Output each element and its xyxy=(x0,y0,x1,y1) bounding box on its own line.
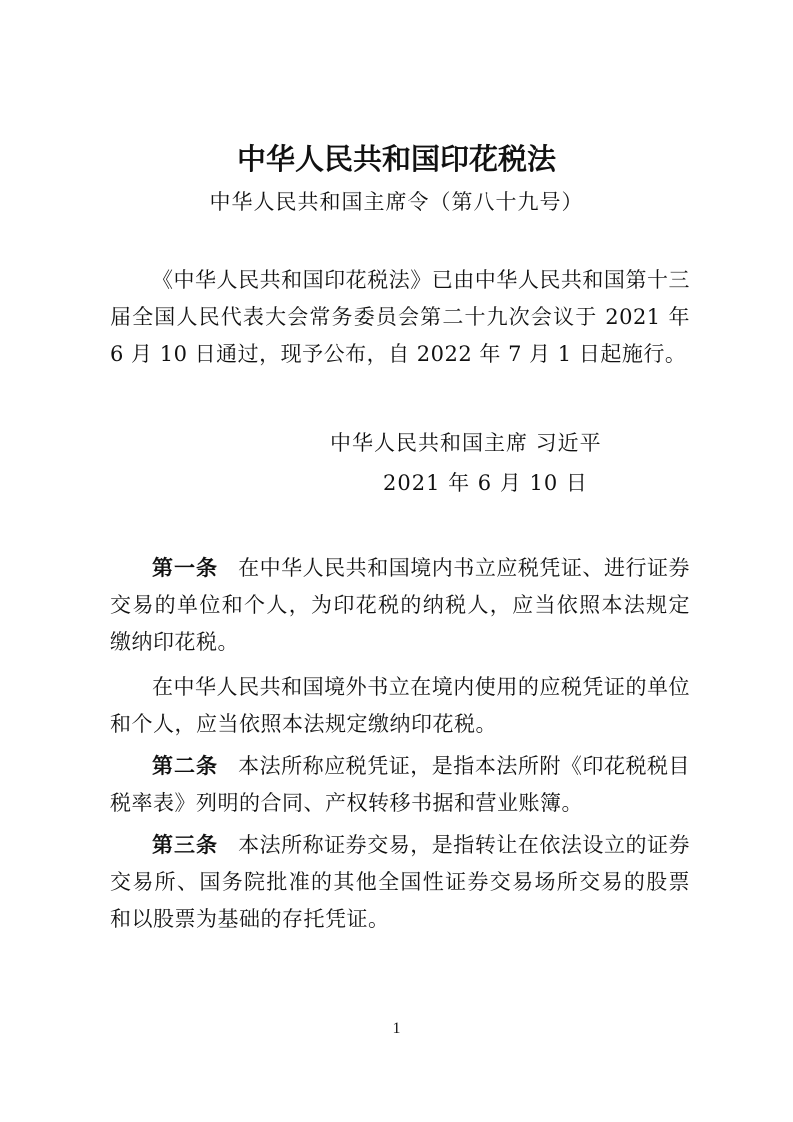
article-2 xyxy=(110,748,690,822)
article-1 xyxy=(110,550,690,661)
article-text: 在中华人民共和国境外书立在境内使用的应税凭证的单位和个人，应当依照本法规定缴纳印花税。 xyxy=(110,675,690,736)
article-label: 第三条 xyxy=(152,833,219,857)
document-title: 中华人民共和国印花税法 xyxy=(236,142,556,176)
document-subtitle: 中华人民共和国主席令（第八十九号） xyxy=(209,190,584,214)
article-label: 第二条 xyxy=(152,754,219,778)
preamble-paragraph: 《中华人民共和国印花税法》已由中华人民共和国第十三届全国人民代表大会常务委员会第二十九次会议于 2021 年 6 月 10 日通过，现予公布，自 2022 年 7 月 1 日起施行。 xyxy=(110,268,690,366)
article-text: 在中华人民共和国境内书立应税凭证、进行证券交易的单位和个人，为印花税的纳税人，应当依照本法规定缴纳印花税。 xyxy=(110,556,691,654)
article-label: 第一条 xyxy=(152,556,219,580)
article-3 xyxy=(110,827,690,938)
article-text: 本法所称证券交易，是指转让在依法设立的证券交易所、国务院批准的其他全国性证券交易场所交易的股票和以股票为基础的存托凭证。 xyxy=(110,833,691,931)
article-text: 本法所称应税凭证，是指本法所附《印花税税目税率表》列明的合同、产权转移书据和营业账簿。 xyxy=(110,754,691,815)
signature-signer: 中华人民共和国主席 习近平 xyxy=(330,431,602,455)
page-number: 1 xyxy=(392,1020,401,1037)
signature-date: 2021 年 6 月 10 日 xyxy=(383,471,588,495)
article-1-paragraph-2 xyxy=(110,669,690,743)
